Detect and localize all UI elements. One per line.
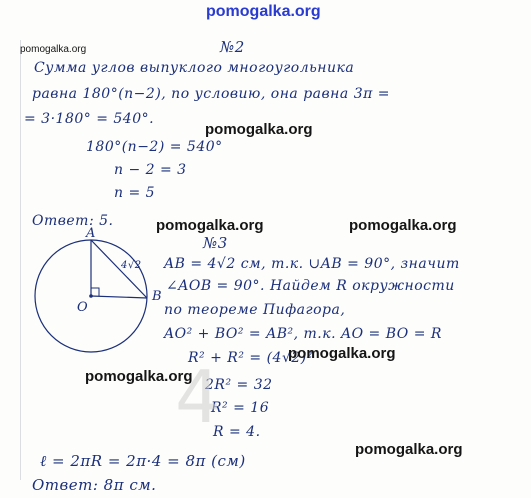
watermark-link[interactable]: pomogalka.org (288, 345, 396, 362)
center-point (89, 294, 93, 298)
task3-answer: Ответ: 8π см. (32, 476, 157, 494)
site-header[interactable]: pomogalka.org (206, 3, 321, 20)
task3-line: 2R² = 32 (205, 377, 273, 393)
task3-line: R = 4. (213, 424, 261, 440)
task2-number: №2 (220, 38, 245, 56)
watermark-link[interactable]: pomogalka.org (355, 441, 463, 458)
radius-ob (91, 296, 147, 298)
point-b-label: B (152, 289, 163, 304)
task3-line: ∠AOB = 90°. Найдем R окружности (166, 278, 455, 294)
task2-answer: Ответ: 5. (32, 213, 114, 229)
task3-line: по теореме Пифагора, (164, 302, 346, 318)
task3-line: AO² + BO² = AB², т.к. AO = BO = R (164, 326, 442, 342)
task2-line: n − 2 = 3 (114, 162, 187, 178)
point-o-label: O (77, 300, 89, 315)
watermark-link[interactable]: pomogalka.org (85, 368, 193, 385)
watermark-link[interactable]: pomogalka.org (156, 217, 264, 234)
task3-formula: ℓ = 2πR = 2π·4 = 8π (см) (40, 452, 246, 470)
decor-numeral: 4 (175, 355, 221, 439)
task3-line: R² + R² = (4√2)² (188, 350, 313, 366)
corner-watermark: pomogalka.org (20, 44, 87, 55)
task3-line: R² = 16 (211, 400, 270, 416)
task2-line: 180°(n−2) = 540° (86, 139, 223, 155)
side-length-label: 4√2 (121, 260, 142, 271)
task2-line: = 3·180° = 540°. (24, 111, 155, 127)
task3-number: №3 (203, 234, 228, 252)
watermark-link[interactable]: pomogalka.org (205, 121, 313, 138)
task2-line: Сумма углов выпуклого многоугольника (34, 60, 355, 76)
task2-line: n = 5 (114, 185, 156, 201)
point-a-label: A (86, 226, 96, 241)
task3-line: AB = 4√2 см, т.к. ∪AB = 90°, значит (164, 256, 460, 272)
task2-line: равна 180°(n−2), по условию, она равна 3π = (32, 86, 390, 102)
watermark-link[interactable]: pomogalka.org (349, 217, 457, 234)
